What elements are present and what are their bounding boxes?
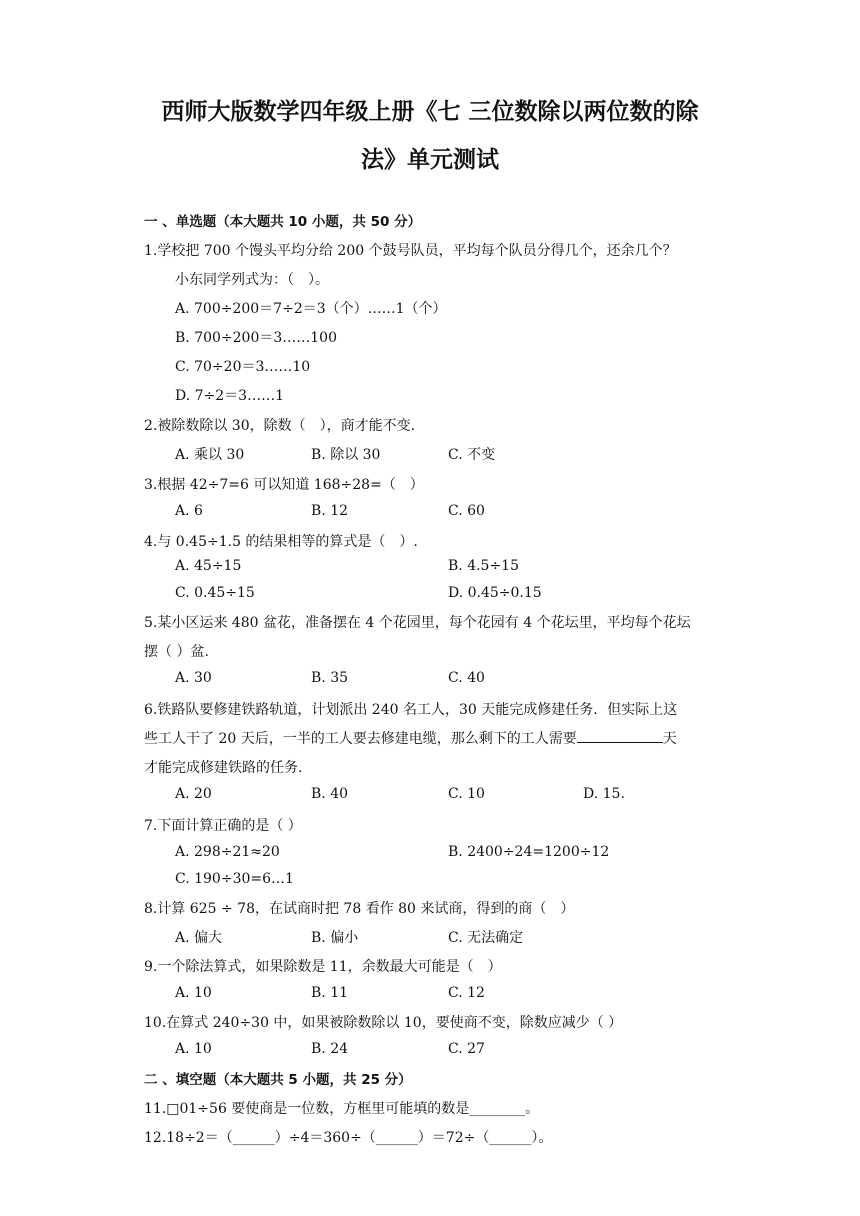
question-1-option-a: A. 700÷200＝7÷2＝3（个）……1（个） [175, 301, 447, 317]
question-3-option-c: C. 60 [448, 503, 485, 519]
question-11-stem: 11.□01÷56 要使商是一位数，方框里可能填的数是________。 [144, 1101, 540, 1117]
question-7-option-b: B. 2400÷24=1200÷12 [448, 844, 610, 860]
question-10-option-b: B. 24 [311, 1041, 349, 1057]
question-9-stem: 9.一个除法算式，如果除数是 11，余数最大可能是（ ） [144, 959, 502, 975]
question-3-option-b: B. 12 [311, 503, 349, 519]
question-2-stem: 2.被除数除以 30，除数（ ），商才能不变. [144, 418, 416, 434]
question-9-option-c: C. 12 [448, 985, 485, 1001]
section-heading-fill-in: 二 、填空题（本大题共 5 小题，共 25 分） [144, 1072, 412, 1088]
question-10-option-a: A. 10 [175, 1041, 212, 1057]
question-10-option-c: C. 27 [448, 1041, 485, 1057]
question-6-stem: 6.铁路队要修建铁路轨道，计划派出 240 名工人，30 天能完成修建任务．但实际上这 [144, 702, 678, 718]
question-4-option-d: D. 0.45÷0.15 [448, 585, 542, 601]
question-6-stem-end: 才能完成修建铁路的任务. [144, 760, 303, 776]
question-5-option-c: C. 40 [448, 670, 485, 686]
question-4-option-b: B. 4.5÷15 [448, 558, 519, 574]
question-5-stem: 5.某小区运来 480 盆花，准备摆在 4 个花园里，每个花园有 4 个花坛里，平均每个花坛 [144, 615, 691, 631]
question-1-option-c: C. 70÷20＝3……10 [175, 359, 311, 375]
question-3-stem: 3.根据 42÷7=6 可以知道 168÷28=（ ） [144, 477, 424, 493]
question-5-stem-cont: 摆（ ）盆. [144, 644, 209, 660]
question-5-option-b: B. 35 [311, 670, 349, 686]
question-2-option-a: A. 乘以 30 [175, 447, 245, 463]
question-7-option-a: A. 298÷21≈20 [175, 844, 280, 860]
question-4-option-c: C. 0.45÷15 [175, 585, 255, 601]
question-7-option-c: C. 190÷30=6…1 [175, 871, 294, 887]
question-1-stem: 1.学校把 700 个馒头平均分给 200 个鼓号队员，平均每个队员分得几个，还余几个？ [144, 243, 677, 259]
question-6-option-c: C. 10 [448, 786, 485, 802]
question-9-option-b: B. 11 [311, 985, 349, 1001]
question-6-option-d: D. 15. [583, 786, 625, 802]
question-4-option-a: A. 45÷15 [175, 558, 242, 574]
question-2-option-b: B. 除以 30 [311, 447, 381, 463]
question-1-option-d: D. 7÷2＝3……1 [175, 388, 284, 404]
question-1-option-b: B. 700÷200＝3……100 [175, 330, 337, 346]
question-5-option-a: A. 30 [175, 670, 212, 686]
question-8-stem: 8.计算 625 ÷ 78，在试商时把 78 看作 80 来试商，得到的商（ ） [144, 901, 575, 917]
question-10-stem: 10.在算式 240÷30 中，如果被除数除以 10，要使商不变，除数应减少（ ） [144, 1015, 623, 1031]
section-heading-single-choice: 一 、单选题（本大题共 10 小题，共 50 分） [144, 214, 422, 230]
question-3-option-a: A. 6 [175, 503, 203, 519]
question-7-stem: 7.下面计算正确的是（ ） [144, 818, 302, 834]
question-8-option-b: B. 偏小 [311, 930, 359, 946]
document-title-line-1: 西师大版数学四年级上册《七 三位数除以两位数的除 [161, 99, 699, 125]
question-6-stem-cont [144, 728, 677, 748]
question-4-stem: 4.与 0.45÷1.5 的结果相等的算式是（ ）. [144, 534, 418, 550]
question-12-stem: 12.18÷2＝（______）÷4＝360÷（______）＝72÷（______）。 [144, 1130, 553, 1146]
question-6-stem-cont-text: 些工人干了 20 天后，一半的工人要去修建电缆，那么剩下的工人需要 [144, 731, 577, 747]
question-1-stem-cont: 小东同学列式为：（ ）。 [175, 272, 329, 288]
answer-blank [577, 728, 663, 743]
question-6-option-b: B. 40 [311, 786, 349, 802]
question-6-stem-cont-unit: 天 [662, 731, 677, 747]
document-title-line-2: 法》单元测试 [361, 147, 499, 173]
question-8-option-a: A. 偏大 [175, 930, 223, 946]
question-6-option-a: A. 20 [175, 786, 212, 802]
question-9-option-a: A. 10 [175, 985, 212, 1001]
question-2-option-c: C. 不变 [448, 447, 496, 463]
question-8-option-c: C. 无法确定 [448, 930, 524, 946]
